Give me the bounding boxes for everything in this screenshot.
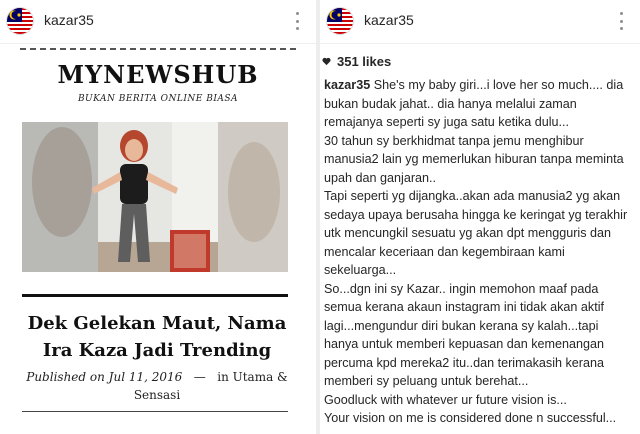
article-headline[interactable]: Dek Gelekan Maut, Nama Ira Kaza Jadi Trending — [27, 313, 287, 361]
caption-line: Tapi seperti yg dijangka..akan ada manusia2 yg akan sedaya upaya berusaha hingga ke keringat yg terakhir utk mencungkil sesuatu yg akan dpt mengguris dan mencalar keceriaan dan kegembiraan kami sekeluarga... — [324, 189, 628, 277]
more-options-icon[interactable] — [618, 12, 624, 30]
more-options-icon[interactable] — [294, 12, 300, 30]
article-screenshot — [0, 48, 316, 434]
caption-line: 30 tahun sy berkhidmat tanpa jemu menghibur manusia2 lain yg memerlukan hiburan tanpa meminta upah dan ganjaran.. — [324, 133, 624, 185]
avatar[interactable] — [326, 7, 354, 35]
left-post-panel — [0, 0, 316, 434]
avatar[interactable] — [6, 7, 34, 35]
caption-line: kazar35 She's my baby giri...i love her so much.... dia bukan budak jahat.. dia hanya melalui zaman remajanya seperti sy juga satu ketika dulu... — [324, 78, 624, 129]
caption-line: So...dgn ini sy Kazar.. ingin memohon maaf pada semua kerana akaun instagram ini tidak akan aktif lagi...mengundur diri bukan kerana sy kalah...tapi hanya untuk memberi kepuasan dan kemenangan percuma kpd mereka2 itu..dan terimakasih kerana memberi sy peluang untuk berehat... — [324, 281, 605, 388]
divider — [22, 411, 288, 412]
divider — [22, 294, 288, 297]
caption-line: Goodluck with whatever ur future vision is... — [324, 392, 567, 407]
likes-count[interactable] — [322, 54, 391, 69]
caption-username[interactable]: kazar35 — [324, 78, 371, 92]
site-name: MYNEWSHUB — [57, 60, 259, 89]
post-caption — [324, 76, 632, 428]
right-post-panel — [320, 0, 640, 434]
meta-separator: — — [193, 370, 206, 384]
username[interactable]: kazar35 — [364, 12, 414, 28]
likes-label: 351 likes — [337, 54, 392, 69]
divider — [20, 48, 296, 50]
article-category[interactable]: in Utama & Sensasi — [133, 370, 288, 402]
published-date: Published on Jul 11, 2016 — [26, 370, 183, 384]
site-tagline: BUKAN BERITA ONLINE BIASA — [77, 94, 239, 104]
post-header — [0, 0, 316, 44]
heart-icon — [322, 57, 331, 66]
username[interactable]: kazar35 — [44, 12, 94, 28]
malaysia-flag-icon — [7, 8, 34, 35]
post-header — [320, 0, 640, 44]
article-hero-image — [22, 122, 288, 272]
article-meta — [26, 368, 288, 404]
malaysia-flag-icon — [327, 8, 354, 35]
caption-line: Your vision on me is considered done n successful... — [324, 411, 617, 425]
